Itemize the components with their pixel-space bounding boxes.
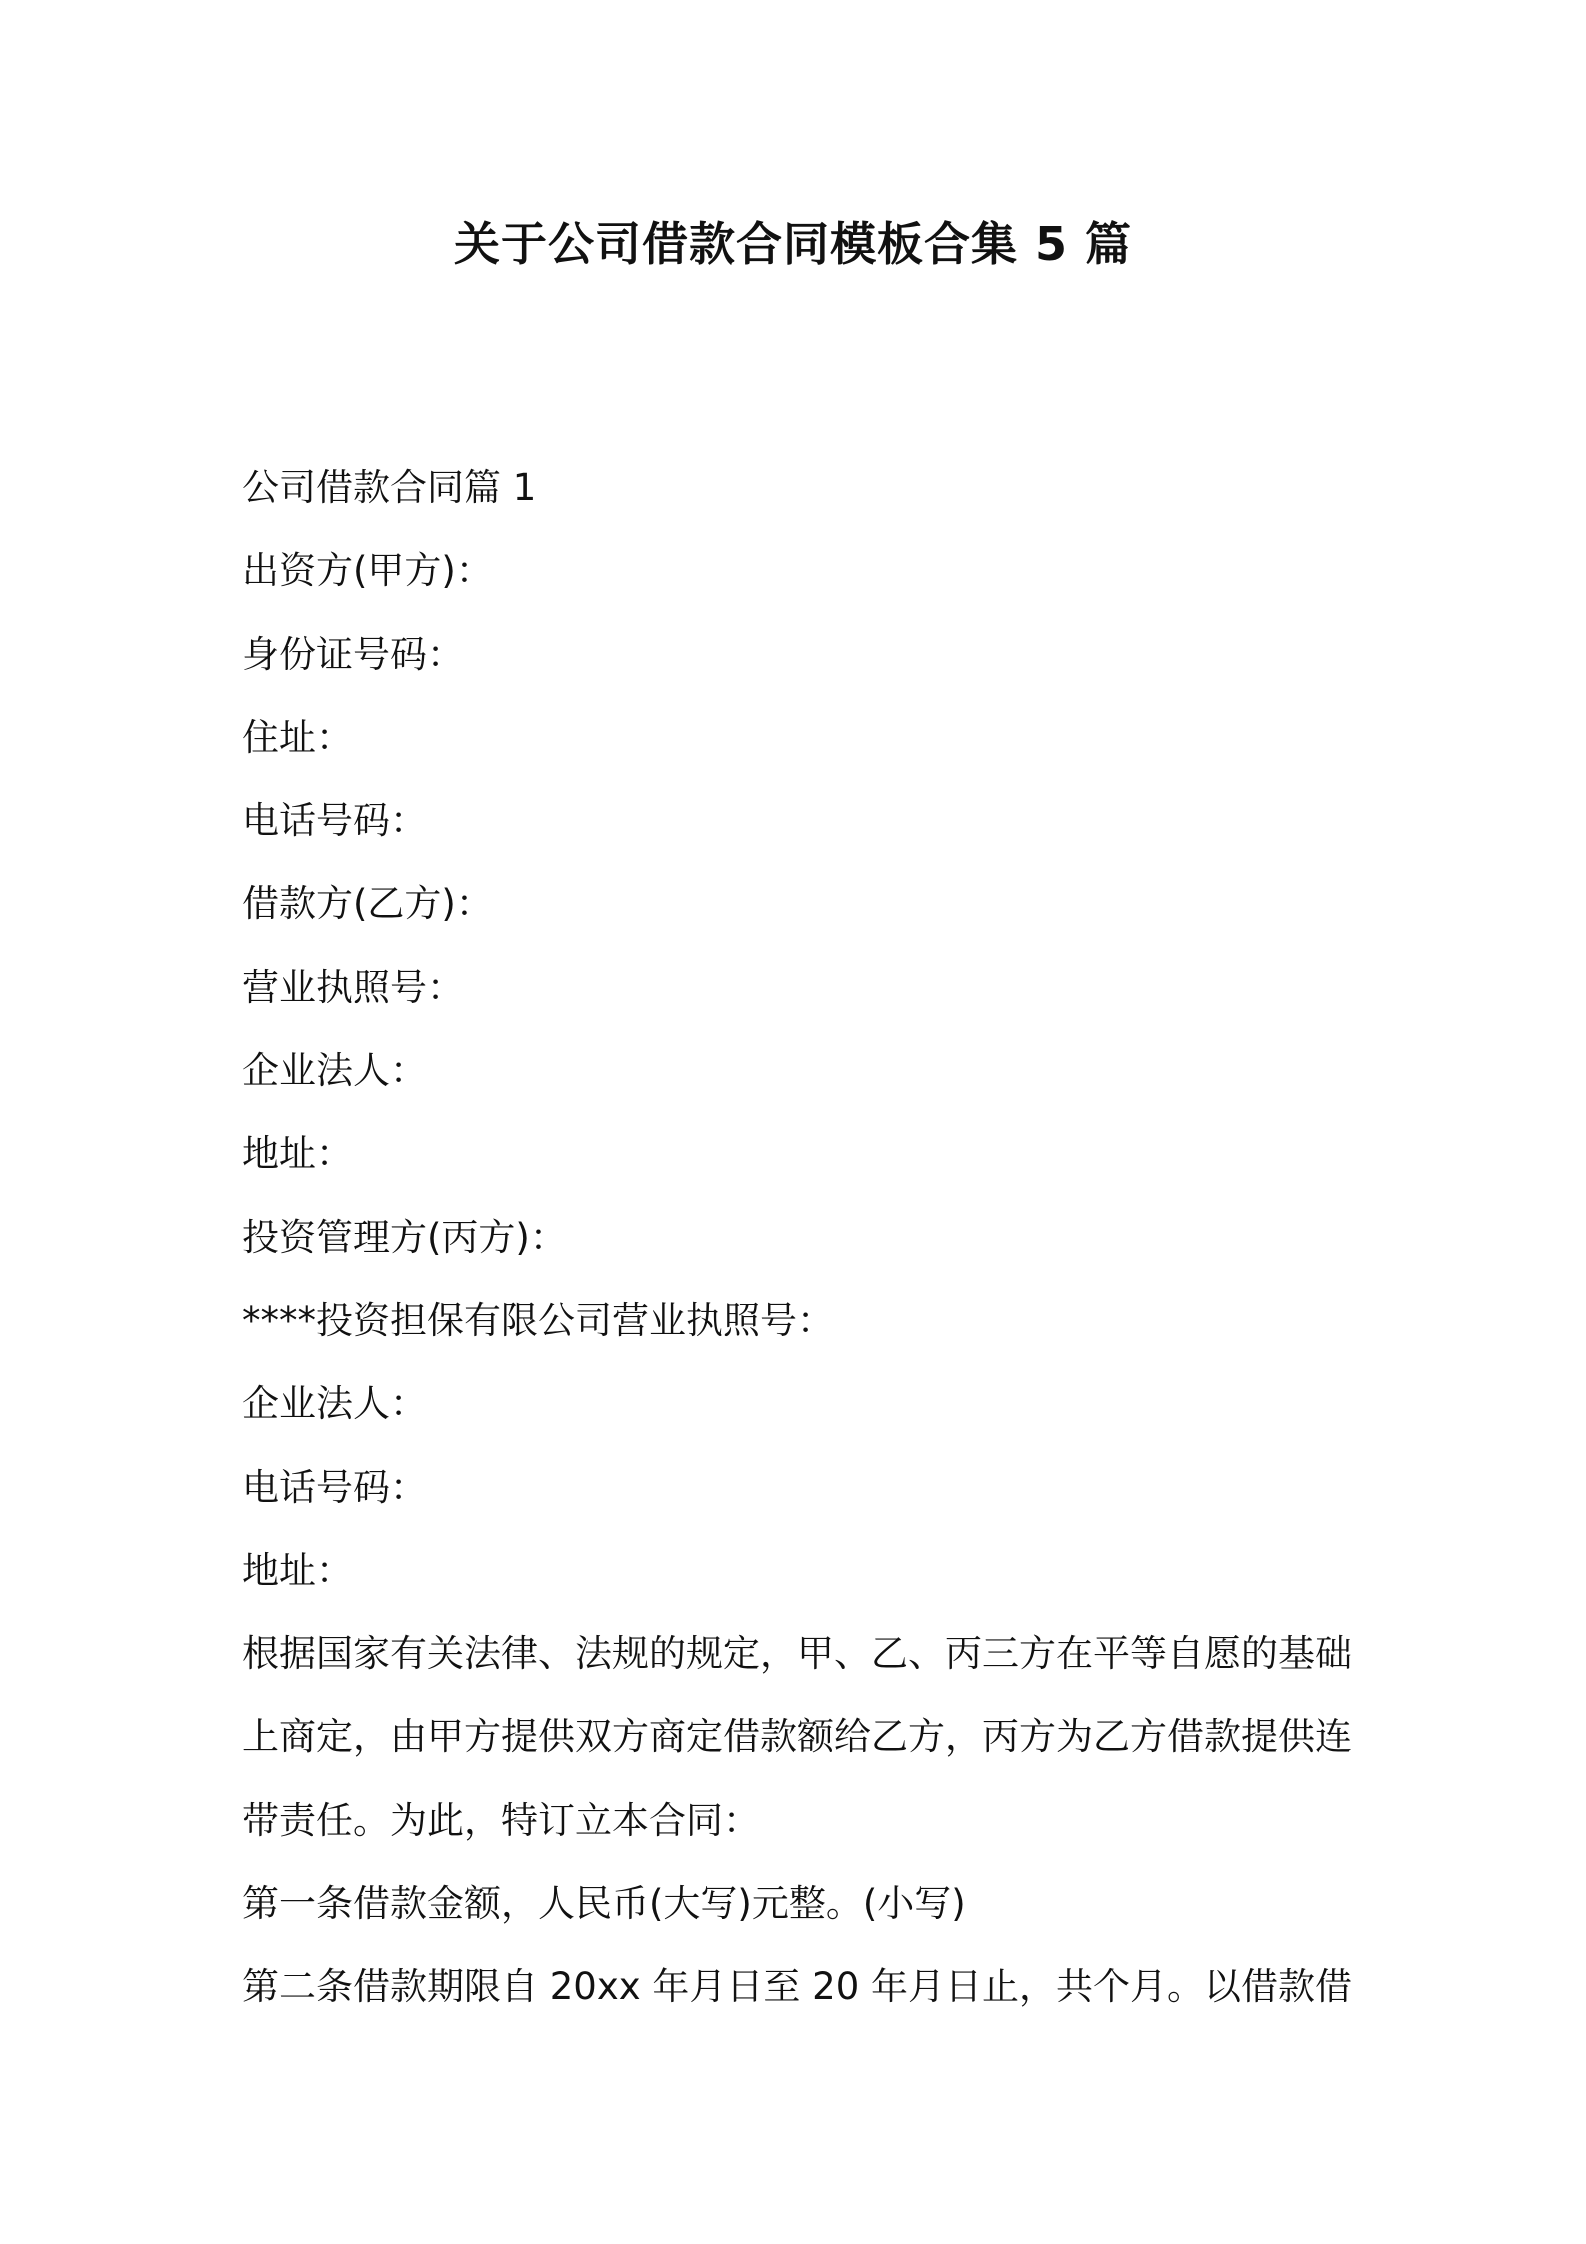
article-2: 第二条借款期限自 20xx 年月日至 20 年月日止，共个月。以借款借 bbox=[242, 1965, 1352, 2009]
section-heading: 公司借款合同篇 1 bbox=[242, 466, 537, 509]
document-body bbox=[242, 446, 1362, 2029]
field-guarantee-company-license: ****投资担保有限公司营业执照号： bbox=[242, 1298, 834, 1342]
field-legal-person-2: 企业法人： bbox=[242, 1382, 427, 1426]
paragraph-line: 带责任。为此，特订立本合同： bbox=[242, 1798, 760, 1842]
paragraph-line: 根据国家有关法律、法规的规定，甲、乙、丙三方在平等自愿的基础 bbox=[242, 1632, 1352, 1676]
document-title: 关于公司借款合同模板合集 5 篇 bbox=[453, 217, 1133, 271]
field-lender: 出资方(甲方)： bbox=[242, 549, 493, 593]
field-residence: 住址： bbox=[242, 715, 353, 759]
field-business-license: 营业执照号： bbox=[242, 965, 464, 1009]
field-borrower: 借款方(乙方)： bbox=[242, 882, 493, 926]
field-phone-2: 电话号码： bbox=[242, 1465, 427, 1509]
article-1: 第一条借款金额，人民币(大写)元整。(小写) bbox=[242, 1882, 966, 1926]
field-id-number: 身份证号码： bbox=[242, 632, 464, 676]
field-address-2: 地址： bbox=[242, 1548, 353, 1592]
field-legal-person: 企业法人： bbox=[242, 1049, 427, 1093]
field-investment-manager: 投资管理方(丙方)： bbox=[242, 1215, 567, 1259]
paragraph-line: 上商定，由甲方提供双方商定借款额给乙方，丙方为乙方借款提供连 bbox=[242, 1715, 1352, 1759]
field-address: 地址： bbox=[242, 1132, 353, 1176]
field-phone: 电话号码： bbox=[242, 799, 427, 843]
